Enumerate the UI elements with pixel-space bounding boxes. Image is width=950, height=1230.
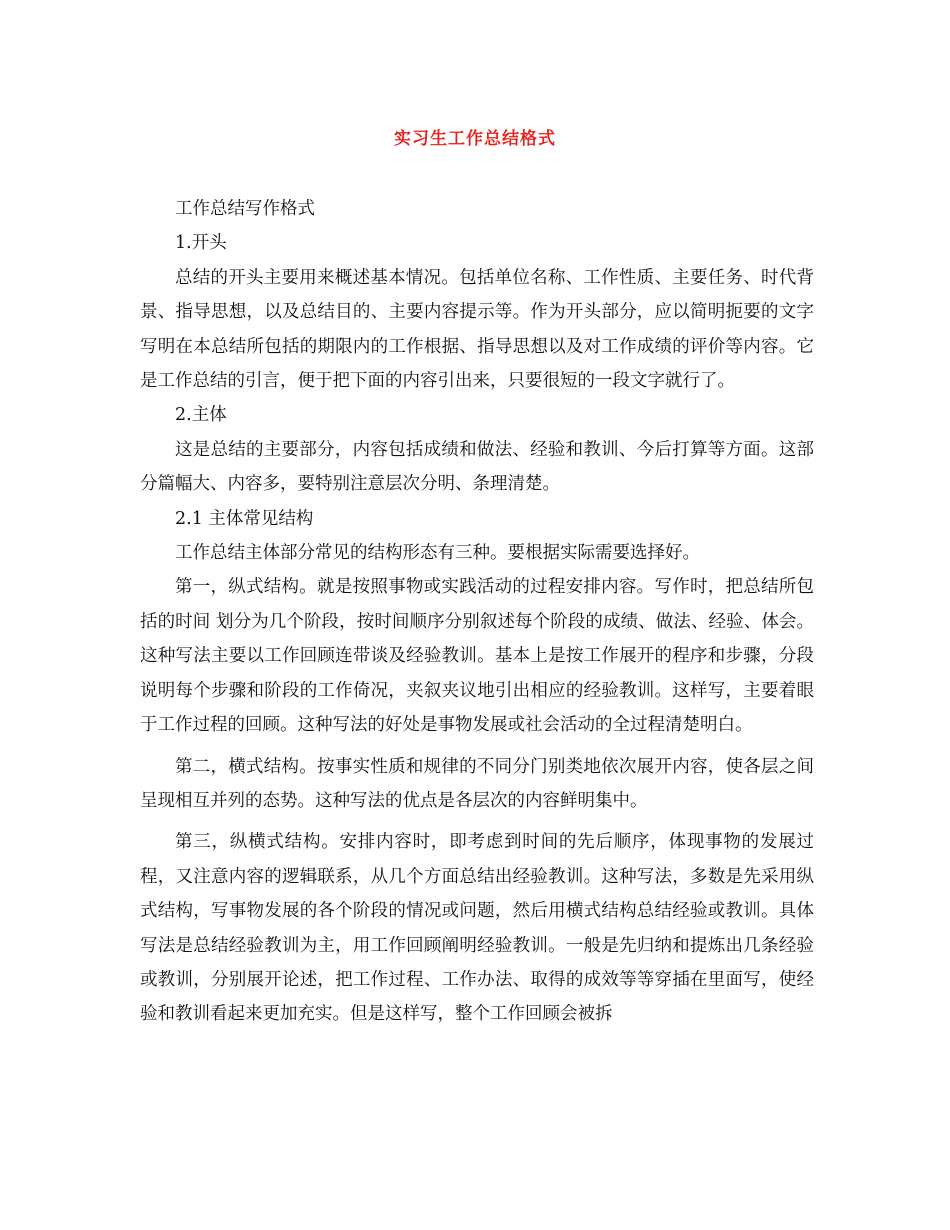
document-body <box>140 192 814 1032</box>
paragraph-body-text: 这是总结的主要部分，内容包括成绩和做法、经验和教训、今后打算等方面。这部分篇幅大、内容多，要特别注意层次分明、条理清楚。 <box>140 439 814 495</box>
paragraph-opening-text: 总结的开头主要用来概述基本情况。包括单位名称、工作性质、主要任务、时代背景、指导思想，以及总结目的、主要内容提示等。作为开头部分，应以简明扼要的文字写明在本总结所包括的期限内的工作根据、指导思想以及对工作成绩的评价等内容。它是工作总结的引言，便于把下面的内容引出来，只要很短的一段文字就行了。 <box>140 267 814 392</box>
paragraph-vertical-structure: 第一，纵式结构。就是按照事物或实践活动的过程安排内容。写作时，把总结所包括的时间 划分为几个阶段，按时间顺序分别叙述每个阶段的成绩、做法、经验、体会。这种写法主要以工作回顾连带谈及经验教训。基本上是按工作展开的程序和步骤，分段说明每个步骤和阶段的工作倚况，夹叙夹议地引出相应的经验教训。这样写，主要着眼于工作过程的回顾。这种写法的好处是事物发展或社会活动的全过程清楚明白。 <box>140 577 814 736</box>
paragraph-section-heading: 工作总结写作格式 <box>175 199 315 219</box>
paragraph-heading-body: 2.主体 <box>175 405 227 426</box>
paragraph-mixed-structure: 第三，纵横式结构。安排内容时，即考虑到时间的先后顺序，体现事物的发展过程，又注意内容的逻辑联系，从几个方面总结出经验教训。这种写法，多数是先采用纵式结构，写事物发展的各个阶段的情况或问题，然后用横式结构总结经验或教训。具体写法是总结经验教训为主，用工作回顾阐明经验教训。一般是先归纳和提炼出几条经验或教训，分别展开论述，把工作过程、工作办法、取得的成效等等穿插在里面写，使经验和教训看起来更加充实。但是这样写，整个工作回顾会被拆 <box>140 832 814 1025</box>
paragraph-heading-structure: 2.1 主体常见结构 <box>175 508 314 529</box>
paragraph-structure-intro: 工作总结主体部分常见的结构形态有三种。要根据实际需要选择好。 <box>175 543 700 564</box>
paragraph-heading-opening: 1.开头 <box>175 233 227 254</box>
document-title: 实习生工作总结格式 <box>394 129 556 149</box>
paragraph-horizontal-structure: 第二，横式结构。按事实性质和规律的不同分门别类地依次展开内容，使各层之间呈现相互并列的态势。这种写法的优点是各层次的内容鲜明集中。 <box>140 756 814 811</box>
